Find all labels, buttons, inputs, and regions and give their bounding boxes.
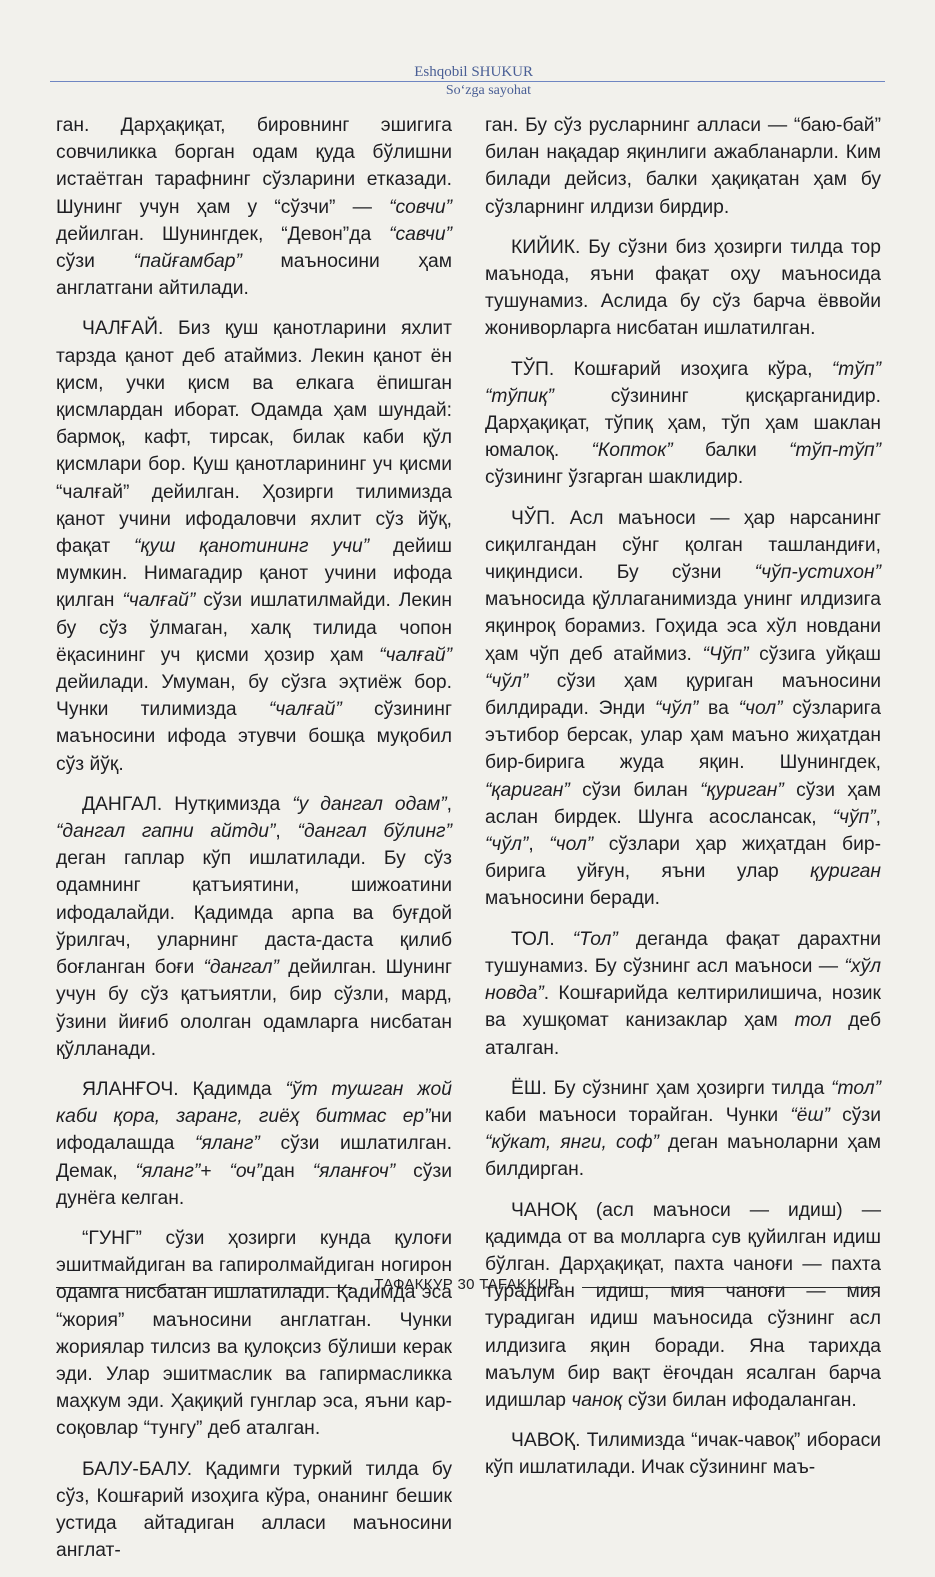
paragraph: КИЙИК. Бу сўзни биз ҳозирги тилда тор маънода, яъни фақат оҳу маъносида тушунамиз. Аслида бу сўз барча ёввойи жониворларга нисбатан ишлатилган. [485, 236, 881, 340]
paragraph: ЁШ. Бу сўзнинг ҳам ҳозирги тилда “тол” каби маъноси торайган. Чунки “ёш” сўзи “кўкат, янги, соф” деган маъноларни ҳам билдирган. [485, 1077, 881, 1181]
paragraph: ЧЎП. Асл маъноси — ҳар нарсанинг сиқилгандан сўнг қолган ташландиғи, чиқиндиси. Бу сўзни “чўп-устихон” маъносида қўллаганимизда унинг илдизига яқинроқ борамиз. Гоҳида эса хўл новдани ҳам чўп деб атаймиз. “Чўп” сўзига уйқаш “чўл” сўзи ҳам қуриган маъносини билдиради. Энди “чўл” ва “чол” сўзларига эътибор берсак, улар ҳам маъно жиҳатдан бир-бирига жуда яқин. Шунингдек, “қариган” сўзи билан “қуриган” сўзи ҳам аслан бирдек. Шунга асослансак, “чўп”, “чўл”, “чол” сўзлари ҳар жиҳатдан бир-бирига уйғун, яъни улар қуриган маъносини беради. [485, 507, 882, 910]
paragraph: ЧАВОҚ. Тилимизда “ичак-чавоқ” ибораси кўп ишлатилади. Ичак сўзининг маъ- [485, 1430, 881, 1479]
paragraph: ТОЛ. “Тол” деганда фақат дарахтни тушунамиз. Бу сўзнинг асл маъноси — “хўл новда”. Кошғарийда келтирилишича, нозик ва хушқомат канизаклар ҳам тол деб аталган. [485, 928, 882, 1059]
header-subtitle: So‘zga sayohat [445, 83, 531, 98]
paragraph: ЧАЛҒАЙ. Биз қуш қанотларини яхлит тарзда қанот деб атаймиз. Лекин қанот ён қисм, учки қисм ва елкага ёпишган қисмлардан иборат. Одамда ҳам шундай: бармоқ, кафт, тирсак, билак каби қўл қисмлари бор. Қуш қанотларининг уч қисми “чалғай” дейилган. Ҳозирги тилимизда қанот учини ифодаловчи яхлит сўз йўқ, фақат “қуш қанотининг учи” дейиш мумкин. Нимагадир қанот учини ифода қилган “чалғай” сўзи ишлатилмайди. Лекин бу сўз ўлмаган, халқ тилида чопон ёқасининг уч қисми ҳозир ҳам “чалғай” дейилади. Умуман, бу сўзга эҳтиёж бор. Чунки тилимизда “чалғай” сўзининг маъносини ифода этувчи бошқа муқобил сўз йўқ. [56, 318, 452, 775]
left-text-column [56, 112, 452, 1577]
paragraph: ДАНГАЛ. Нутқимизда “у дангал одам”, “дангал гапни айтди”, “дангал бўлинг” деган гаплар кўп ишлатилади. Бу сўз одамнинг қатъиятини, шижоатини ифодалайди. Қадимда арпа ва буғдой ўрилгач, уларнинг даста-даста қилиб боғланган боғи “дангал” дейилган. Шунинг учун бу сўз қатъиятли, бир сўзли, мард, ўзини йиғиб ололган одамларга нисбатан қўлланади. [56, 793, 452, 1060]
paragraph: ЯЛАНҒОЧ. Қадимда “ўт тушган жой каби қора, заранг, гиёҳ битмас ер”ни ифодалашда “яланг” сўзи ишлатилган. Демак, “яланг”+ “оч”дан “яланғоч” сўзи дунёга келган. [56, 1078, 452, 1209]
header-author: Eshqobil SHUKUR [414, 64, 533, 80]
paragraph: “ГУНГ” сўзи ҳозирги кунда қулоғи эшитмайдиган ва гапиролмайдиган ногирон одамга нисбатан ишлатилади. Қадимда эса “жория” маъносини англатган. Чунки жориялар тилсиз ва қулоқсиз бўлиши керак эди. Улар эшитмаслик ва гапирмасликка маҳкум эди. Ҳақиқий гунглар эса, яъни кар-соқовлар “тунгу” деб аталган. [56, 1227, 452, 1440]
footer-page-label: ТАФАККУР 30 TAFAKKUR [374, 1276, 560, 1293]
running-header [0, 60, 935, 105]
footer-rule-right [582, 1287, 880, 1288]
footer-rule-left [56, 1287, 352, 1288]
paragraph: ган. Бу сўз русларнинг алласи — “баю-бай” билан нақадар яқинлиги ажабланарли. Ким билади дейсиз, балки ҳақиқатан ҳам бу сўзларнинг илдизи бирдир. [485, 115, 881, 218]
header-rule [50, 81, 885, 82]
paragraph: ган. Дарҳақиқат, бировнинг эшигига совчиликка борган одам қуда бўлишни истаётган тарафнинг сўзларини етказади. Шунинг учун ҳам у “сўзчи” — “совчи” дейилган. Шунингдек, “Девон”да “савчи” сўзи “пайғамбар” маъносини ҳам англатгани айтилади. [56, 115, 452, 300]
paragraph: БАЛУ-БАЛУ. Қадимги туркий тилда бу сўз, Кошғарий изоҳига кўра, онанинг бешик устида айтадиган алласи маъносини англат- [56, 1458, 452, 1562]
paragraph: ТЎП. Кошғарий изоҳига кўра, “тўп” “тўпиқ” сўзининг қисқарганидир. Дарҳақиқат, тўпиқ ҳам, тўп ҳам шаклан юмалоқ. “Копток” балки “тўп-тўп” сўзининг ўзгарган шаклидир. [485, 358, 881, 489]
paragraph: ЧАНОҚ (асл маъноси — идиш) — қадимда от ва молларга сув қуйилган идиш бўлган. Дарҳақиқат, пахта чаноғи — пахта турадиган идиш, мия чаноғи — мия турадиган идиш маъносида сўзнинг асл илдизига яқин боради. Яна тарихда маълум бир вақт ёғочдан ясалган барча идишлар чаноқ сўзи билан ифодаланган. [485, 1199, 881, 1411]
page-footer [0, 1272, 935, 1302]
